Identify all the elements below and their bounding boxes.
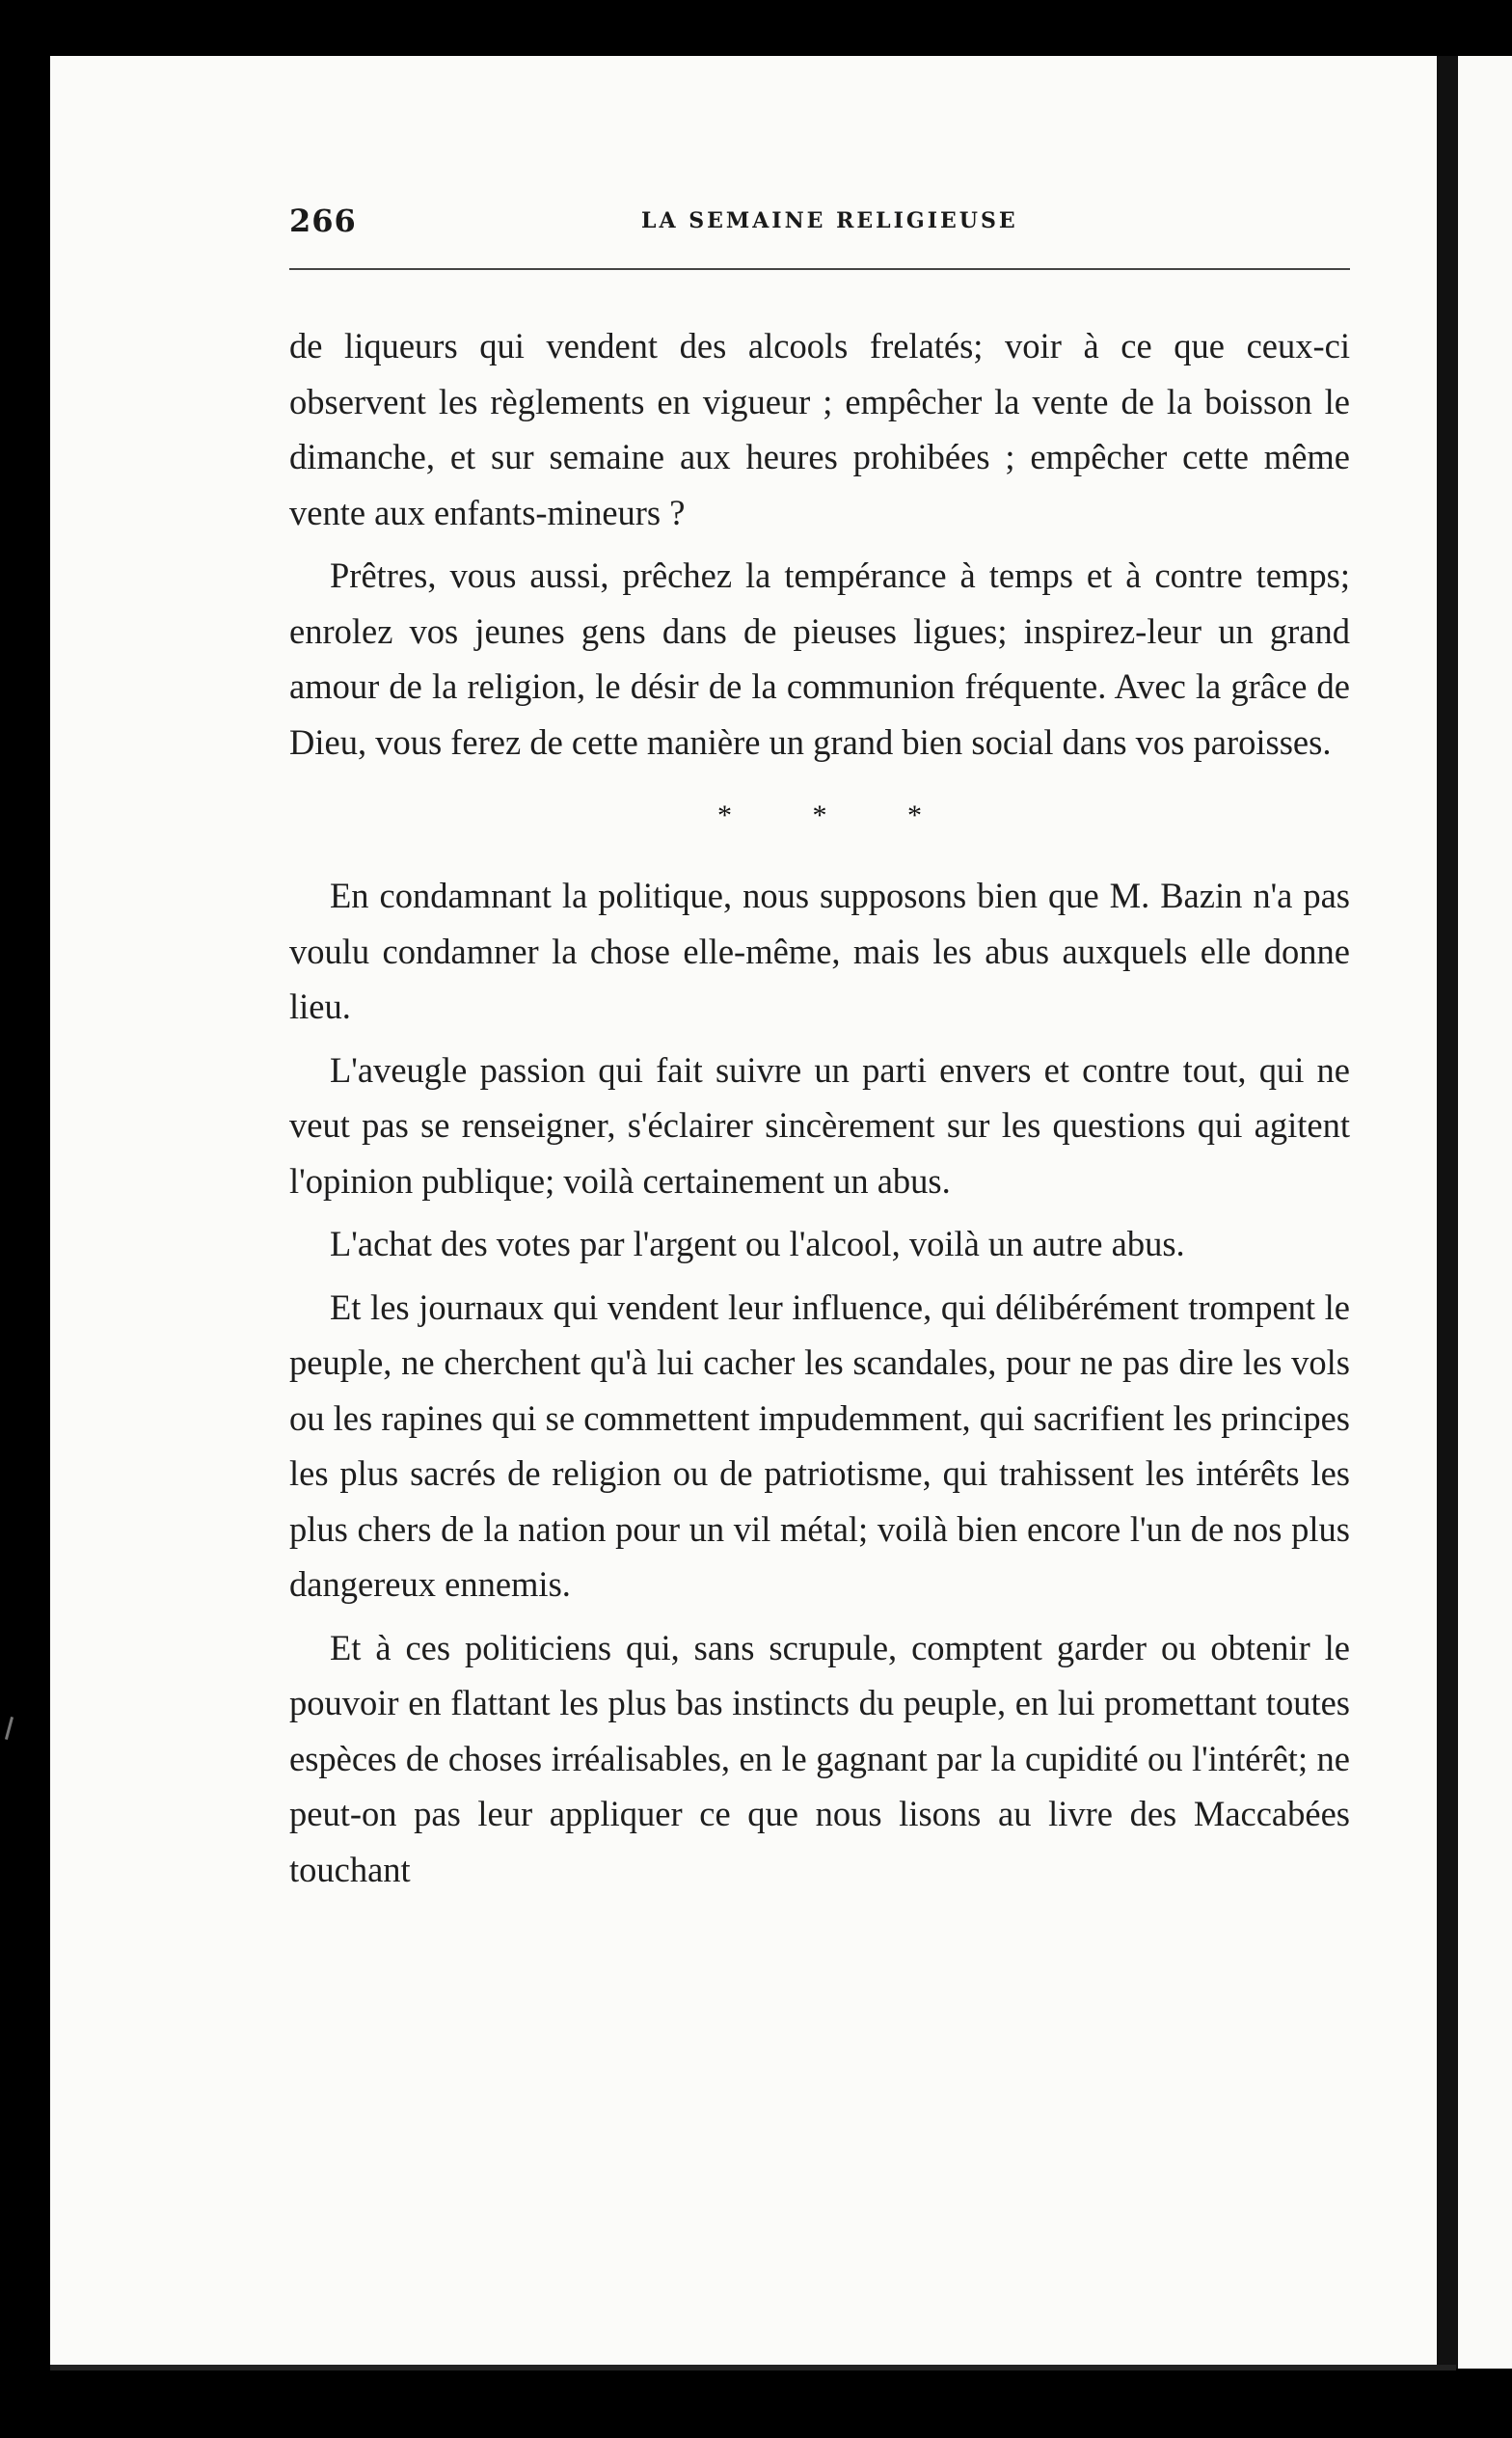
paragraph: Prêtres, vous aussi, prêchez la tempérance à temps et à contre temps; enrolez vos jeunes gens dans de pieuses ligues; inspirez-leur un grand amour de la religion, le désir de la communion fréquente. Avec la grâce de Dieu, vous ferez de cette manière un grand bien social dans vos paroisses. (289, 555, 1350, 762)
paragraph-continued: de liqueurs qui vendent des alcools frelatés; voir à ce que ceux-ci observent les règlements en vigueur ; empêcher la vente de la boisson le dimanche, et sur semaine aux heures prohibées ; empêcher cette même vente aux enfants-mineurs ? (289, 326, 1350, 532)
body-text (289, 318, 1350, 1905)
scan-artifact-mark (5, 1717, 14, 1740)
running-head: LA SEMAINE RELIGIEUSE (641, 208, 1018, 233)
adjacent-page-edge (1458, 56, 1512, 2369)
section-separator: * * * (717, 799, 958, 831)
paragraph: L'achat des votes par l'argent ou l'alcool, voilà un autre abus. (330, 1224, 1185, 1263)
page-number: 266 (289, 203, 357, 239)
paragraph: Et à ces politiciens qui, sans scrupule, comptent garder ou obtenir le pouvoir en flattant les plus bas instincts du peuple, en lui promettant toutes espèces de choses irréalisables, en le gagnant par la cupidité ou l'intérêt; ne peut-on pas leur appliquer ce que nous lisons au livre des Maccabées touchant (289, 1627, 1350, 1889)
header-rule (289, 268, 1350, 270)
page-bottom-edge (50, 2365, 1456, 2370)
page-header (289, 203, 1350, 241)
paragraph: En condamnant la politique, nous supposons bien que M. Bazin n'a pas voulu condamner la chose elle-même, mais les abus auxquels elle donne lieu. (289, 876, 1350, 1026)
paragraph: Et les journaux qui vendent leur influence, qui délibérément trompent le peuple, ne cherchent qu'à lui cacher les scandales, pour ne pas dire les vols ou les rapines qui se commettent impudemment, qui sacrifient les principes les plus sacrés de religion ou de patriotisme, qui trahissent les intérêts les plus chers de la nation pour un vil métal; voilà bien encore l'un de nos plus dangereux ennemis. (289, 1287, 1350, 1604)
paragraph: L'aveugle passion qui fait suivre un parti envers et contre tout, qui ne veut pas se renseigner, s'éclairer sincèrement sur les questions qui agitent l'opinion publique; voilà certainement un abus. (289, 1049, 1350, 1201)
